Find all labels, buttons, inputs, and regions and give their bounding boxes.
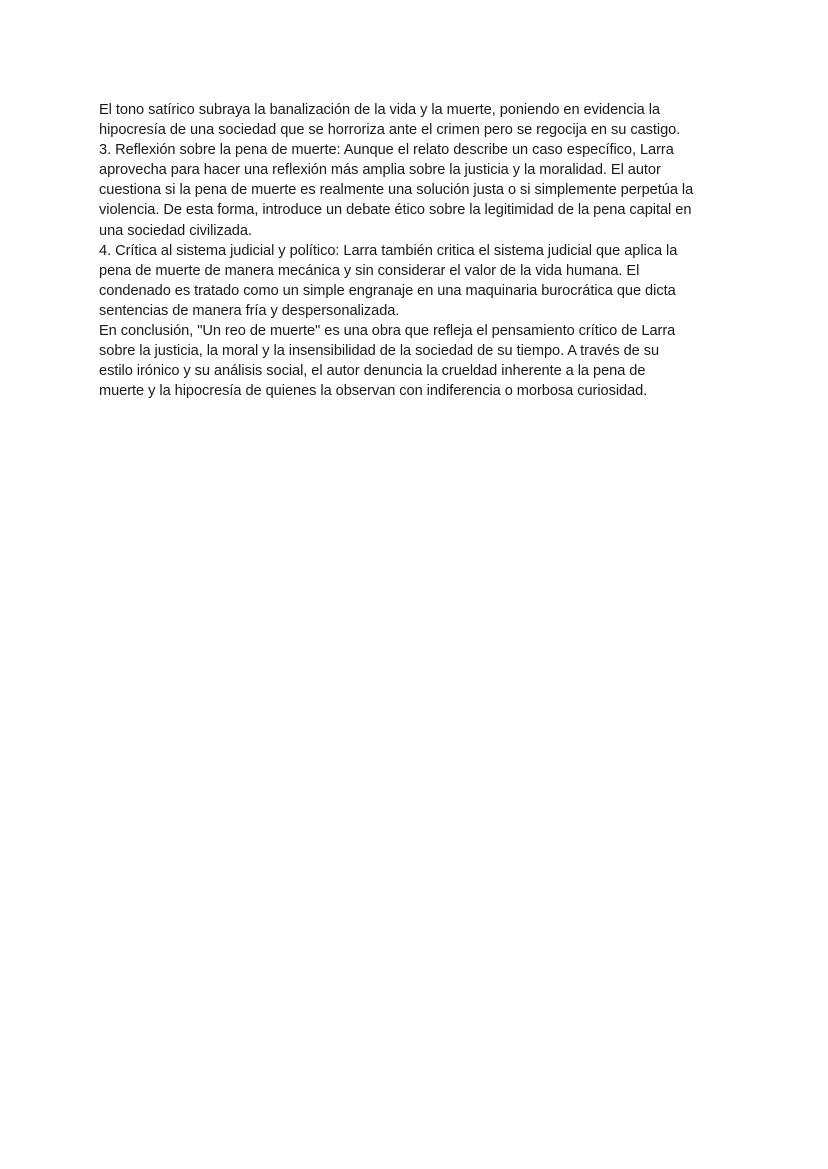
conclusion-line-3: estilo irónico y su análisis social, el autor denuncia la crueldad inherente a la pena de (99, 363, 646, 380)
section-3-line-4: violencia. De esta forma, introduce un debate ético sobre la legitimidad de la pena capital en (99, 202, 692, 219)
section-4-line-3: condenado es tratado como un simple engranaje en una maquinaria burocrática que dicta (99, 282, 676, 299)
section-4-line-4: sentencias de manera fría y despersonalizada. (99, 302, 400, 319)
section-3-line-2: aprovecha para hacer una reflexión más amplia sobre la justicia y la moralidad. El autor (99, 162, 661, 179)
section-3-line-1: 3. Reflexión sobre la pena de muerte: Aunque el relato describe un caso específico, Larra (99, 142, 674, 159)
body-text (99, 100, 739, 401)
conclusion-line-1: En conclusión, "Un reo de muerte" es una obra que refleja el pensamiento crítico de Larra (99, 323, 676, 340)
section-4-line-2: pena de muerte de manera mecánica y sin considerar el valor de la vida humana. El (99, 262, 640, 279)
section-3-line-5: una sociedad civilizada. (99, 222, 252, 239)
paragraph-satire-line-2: hipocresía de una sociedad que se horroriza ante el crimen pero se regocija en su castigo. (99, 122, 681, 139)
conclusion-line-2: sobre la justicia, la moral y la insensibilidad de la sociedad de su tiempo. A través de su (99, 343, 660, 360)
section-4-line-1: 4. Crítica al sistema judicial y político: Larra también critica el sistema judicial que aplica la (99, 242, 678, 259)
paragraph-satire-line-1: El tono satírico subraya la banalización de la vida y la muerte, poniendo en evidencia la (99, 102, 661, 118)
conclusion-line-4: muerte y la hipocresía de quienes la observan con indiferencia o morbosa curiosidad. (99, 383, 648, 400)
section-3-line-3: cuestiona si la pena de muerte es realmente una solución justa o si simplemente perpetúa la (99, 182, 694, 199)
